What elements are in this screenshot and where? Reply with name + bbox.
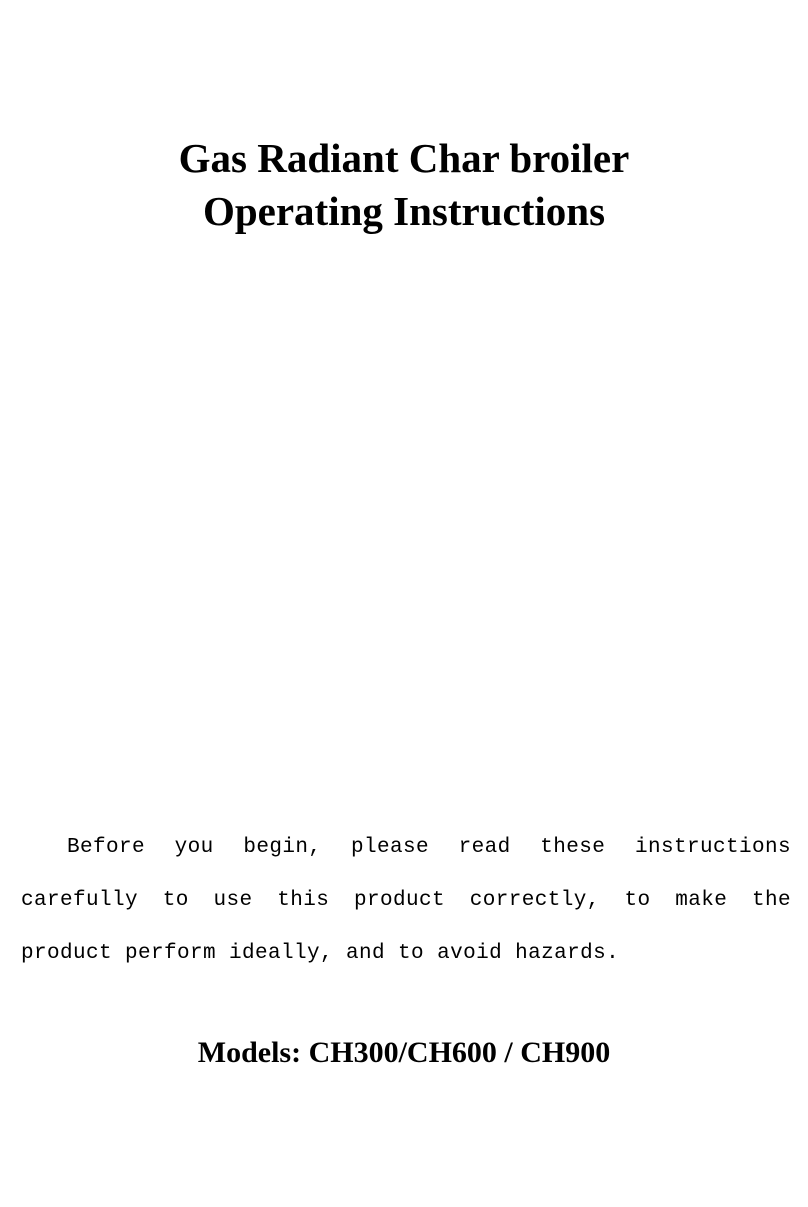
title-line-2: Operating Instructions xyxy=(202,188,606,234)
models-line: Models: CH300/CH600 / CH900 xyxy=(197,1036,611,1069)
document-title xyxy=(0,132,808,238)
intro-paragraph: Before you begin, please read these instructions carefully to use this product correctly, to make the product perform ideally, and to avoid hazards. xyxy=(21,836,791,965)
title-line-1: Gas Radiant Char broiler xyxy=(178,135,630,181)
